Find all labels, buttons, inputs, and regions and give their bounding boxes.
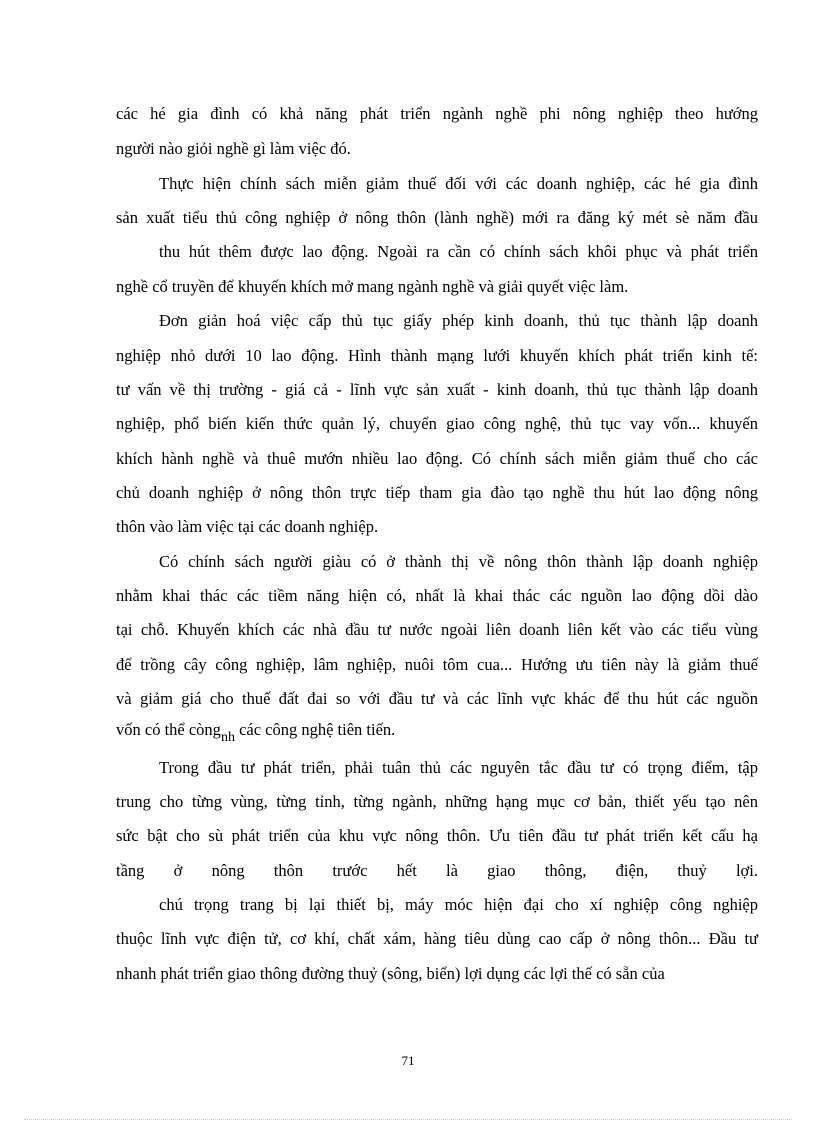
- text-line: Có chính sách người giàu có ở thành thị về nông thôn thành lập doanh nghiệp: [159, 552, 758, 571]
- text-line: tại chỗ. Khuyến khích các nhà đầu tư nước ngoài liên doanh liên kết vào các tiểu vùng: [116, 620, 758, 639]
- text-line: trung cho từng vùng, từng tỉnh, từng ngành, những hạng mục cơ bản, thiết yếu tạo nên: [116, 792, 758, 811]
- text-line: thôn vào làm việc tại các doanh nghiệp.: [116, 517, 379, 536]
- bottom-divider: [24, 1119, 792, 1120]
- text-line: khích hành nghề và thuê mướn nhiều lao động. Có chính sách miễn giảm thuế cho các: [116, 449, 758, 468]
- text-line: để trồng cây công nghiệp, lâm nghiệp, nuôi tôm cua... Hướng ưu tiên này là giảm thuế: [116, 655, 758, 674]
- text-line: các hé gia đình có khả năng phát triển ngành nghề phi nông nghiệp theo hướng: [116, 104, 758, 123]
- text-line: người nào giỏi nghề gì làm việc đó.: [116, 139, 351, 158]
- text-line: nghiệp nhỏ dưới 10 lao động. Hình thành mạng lưới khuyến khích phát triển kinh tế:: [116, 346, 758, 365]
- text-fragment: vốn có thể còng: [116, 720, 221, 739]
- page-number: 71: [401, 1053, 415, 1068]
- text-line: thuộc lĩnh vực điện tử, cơ khí, chất xám, hàng tiêu dùng cao cấp ở nông thôn... Đầu tư: [116, 929, 758, 948]
- text-fragment: các công nghệ tiên tiến.: [239, 720, 396, 739]
- text-line: thu hút thêm được lao động. Ngoài ra cần có chính sách khôi phục và phát triển: [159, 242, 758, 261]
- text-line: và giảm giá cho thuế đất đai so với đầu tư và các lĩnh vực khác để thu hút các nguồn: [116, 689, 758, 708]
- text-line: Đơn giản hoá việc cấp thủ tục giấy phép kinh doanh, thủ tục thành lập doanh: [159, 311, 758, 330]
- text-line: nhanh phát triển giao thông đường thuỷ (sông, biển) lợi dụng các lợi thế có sẵn của: [116, 964, 665, 983]
- text-line: nghiệp, phổ biến kiến thức quản lý, chuyển giao công nghệ, thủ tục vay vốn... khuyến: [116, 414, 758, 433]
- text-line: [116, 720, 396, 745]
- text-line: sản xuất tiểu thủ công nghiệp ở nông thôn (lành nghề) mới ra đăng ký mét sè năm đầu: [116, 208, 758, 227]
- text-line: tư vấn về thị trường - giá cả - lĩnh vực sản xuất - kinh doanh, thủ tục thành lập doanh: [116, 380, 758, 399]
- text-line: Thực hiện chính sách miễn giảm thuế đối với các doanh nghiệp, các hé gia đình: [159, 174, 758, 193]
- text-line: Trong đầu tư phát triển, phải tuân thủ các nguyên tắc đầu tư có trọng điểm, tập: [159, 758, 758, 777]
- text-line: sức bật cho sù phát triển của khu vực nông thôn. Ưu tiên đầu tư phát triển kết cấu hạ: [116, 826, 758, 845]
- text-line: nghề cổ truyền để khuyến khích mở mang ngành nghề và giải quyết việc làm.: [116, 277, 629, 296]
- text-line: tầng ở nông thôn trước hết là giao thông, điện, thuỷ lợi.: [116, 861, 758, 880]
- text-line: nhằm khai thác các tiềm năng hiện có, nhất là khai thác các nguồn lao động dồi dào: [116, 586, 758, 605]
- text-line: chú trọng trang bị lại thiết bị, máy móc hiện đại cho xí nghiệp công nghiệp: [159, 895, 758, 914]
- subscript-fragment: nh: [220, 730, 235, 745]
- text-line: chủ doanh nghiệp ở nông thôn trực tiếp tham gia đào tạo nghề thu hút lao động nông: [116, 483, 758, 502]
